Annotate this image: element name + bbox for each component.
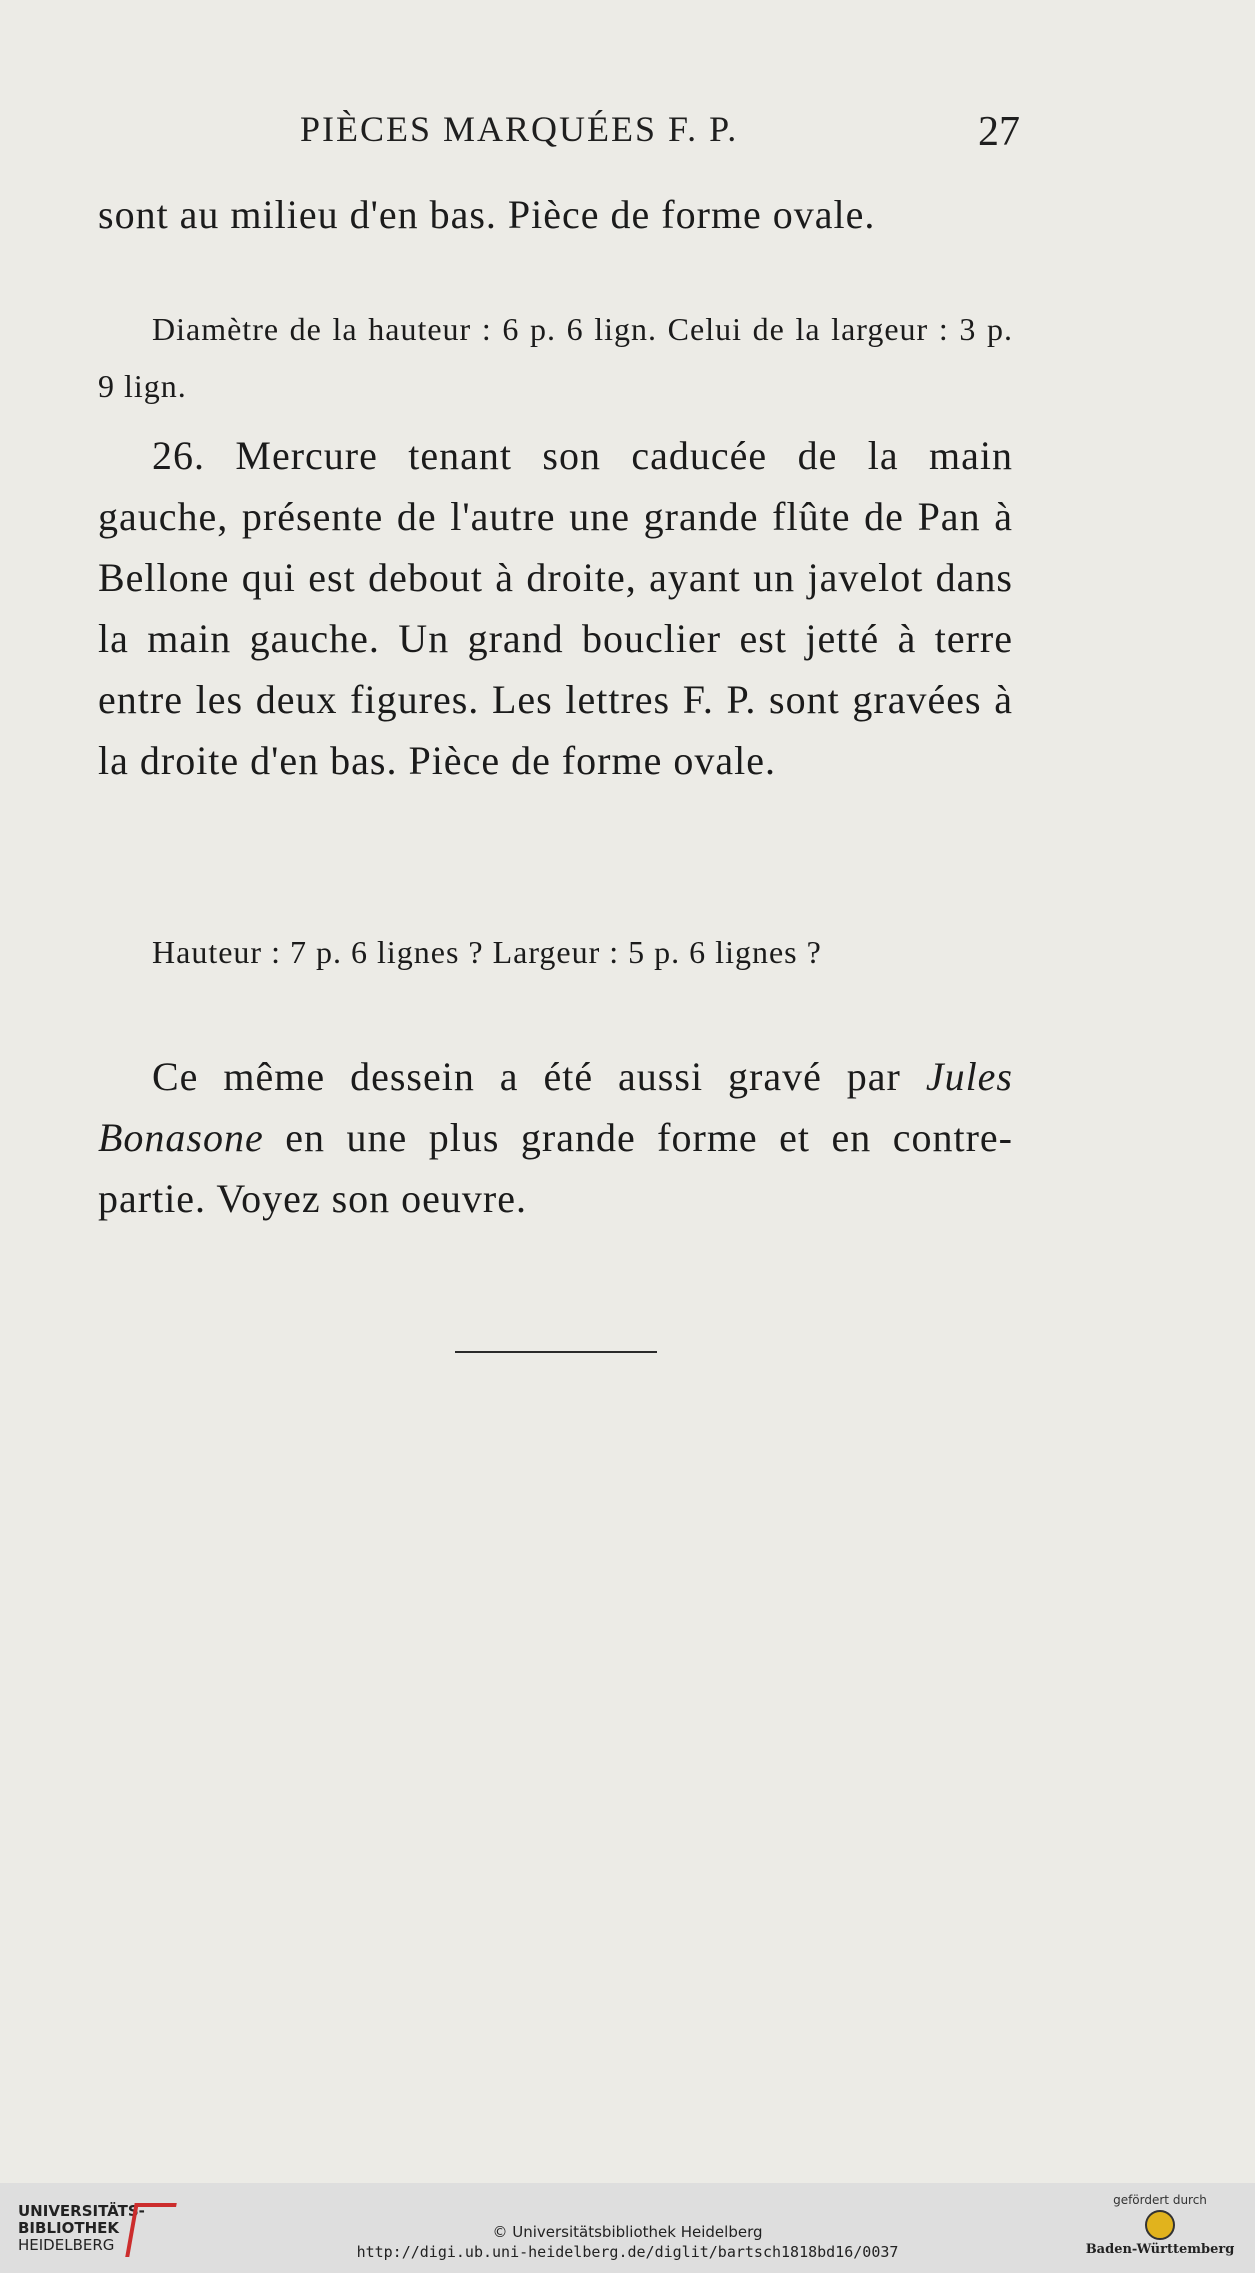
funder-name: Baden-Württemberg (1085, 2242, 1235, 2257)
running-title: PIÈCES MARQUÉES F. P. (300, 109, 739, 149)
source-url[interactable]: http://digi.ub.uni-heidelberg.de/diglit/bartsch1818bd16/0037 (356, 2243, 899, 2261)
funded-by-label: gefördert durch (1113, 2193, 1207, 2207)
page-number: 27 (978, 109, 1020, 155)
engraving-note (98, 1046, 1013, 1229)
coat-of-arms-icon (1145, 2210, 1175, 2240)
engraving-note-start: Ce même dessein a été aussi gravé par (152, 1054, 901, 1099)
page-header (300, 108, 1020, 168)
library-name: UNIVERSITÄTS- BIBLIOTHEK HEIDELBERG (18, 2202, 145, 2254)
engraving-note-end: en une plus grande forme et en contre-partie. Voyez son oeuvre. (98, 1115, 1014, 1221)
paragraph-continuation: sont au milieu d'en bas. Pièce de forme ovale. (98, 192, 876, 237)
entry-26-description: 26. Mercure tenant son caducée de la main gauche, présente de l'autre une grande flûte de Pan à Bellone qui est debout à droite, ayant un javelot dans la main gauche. Un grand bouclier est jetté à terre entre les deux figures. Les lettres F. P. sont gravées à la droite d'en bas. Pièce de forme ovale. (98, 433, 1013, 783)
funding-badge (1085, 2193, 1235, 2257)
section-divider (455, 1351, 657, 1353)
dimensions-note-1: Diamètre de la hauteur : 6 p. 6 lign. Celui de la largeur : 3 p. 9 lign. (98, 311, 1013, 404)
digitization-footer (0, 2183, 1255, 2273)
dimensions-note-2: Hauteur : 7 p. 6 lignes ? Largeur : 5 p. 6 lignes ? (152, 934, 822, 970)
engraver-name: Jules Bonasone (98, 1054, 1013, 1160)
copyright-text: © Universitätsbibliothek Heidelberg (492, 2223, 763, 2241)
